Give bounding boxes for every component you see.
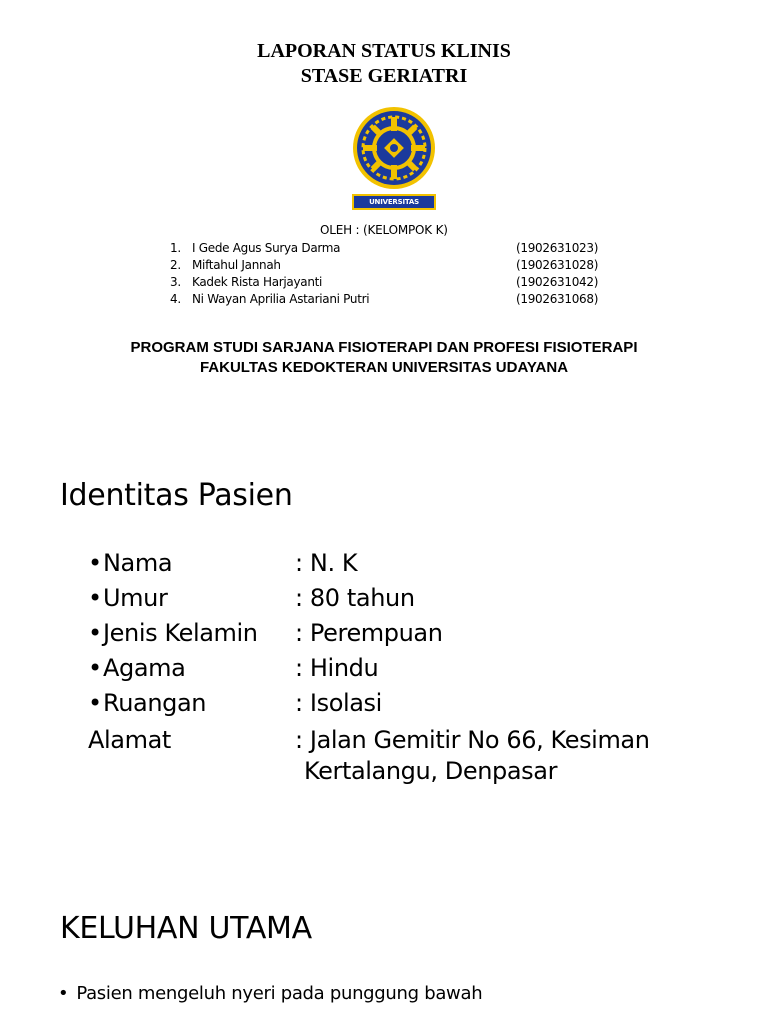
member-number: 4.	[170, 292, 181, 306]
member-nim: (1902631042)	[516, 275, 599, 289]
field-value: : Isolasi	[295, 689, 382, 717]
address-continuation: Kertalangu, Denpasar	[304, 757, 558, 785]
logo-label: UNIVERSITAS UDAYANA	[369, 198, 419, 218]
field-umur	[88, 584, 728, 618]
field-label: Alamat	[88, 726, 171, 754]
keluhan-heading: KELUHAN UTAMA	[60, 911, 312, 946]
identitas-heading: Identitas Pasien	[60, 478, 293, 513]
field-value: : Perempuan	[295, 619, 443, 647]
member-nim: (1902631028)	[516, 258, 599, 272]
field-nama	[88, 549, 728, 583]
member-number: 2.	[170, 258, 181, 272]
bullet: •	[88, 549, 102, 577]
field-jenis-kelamin	[88, 619, 728, 653]
field-label: Jenis Kelamin	[103, 619, 258, 647]
member-name: Kadek Rista Harjayanti	[192, 275, 323, 289]
program-line: PROGRAM STUDI SARJANA FISIOTERAPI DAN PROFESI FISIOTERAPI	[130, 339, 638, 356]
faculty-line: FAKULTAS KEDOKTERAN UNIVERSITAS UDAYANA	[199, 359, 569, 376]
field-label: Agama	[103, 654, 186, 682]
field-value: : Jalan Gemitir No 66, Kesiman	[295, 726, 650, 754]
field-value: : Hindu	[295, 654, 379, 682]
member-row	[170, 258, 600, 275]
bullet: •	[88, 584, 102, 612]
member-name: I Gede Agus Surya Darma	[192, 241, 341, 255]
complaint-item	[58, 983, 482, 1004]
member-row	[170, 292, 600, 309]
bullet: •	[58, 983, 69, 1004]
member-name: Miftahul Jannah	[192, 258, 281, 272]
field-value: : 80 tahun	[295, 584, 415, 612]
oleh-line: OLEH : (KELOMPOK K)	[320, 223, 448, 237]
field-value: : N. K	[295, 549, 358, 577]
field-alamat	[88, 726, 728, 760]
field-label: Nama	[103, 549, 173, 577]
member-row	[170, 275, 600, 292]
university-logo	[352, 105, 436, 218]
field-label: Ruangan	[103, 689, 207, 717]
member-number: 3.	[170, 275, 181, 289]
bullet: •	[88, 654, 102, 682]
member-nim: (1902631068)	[516, 292, 599, 306]
field-label: Umur	[103, 584, 168, 612]
bullet: •	[88, 619, 102, 647]
field-ruangan	[88, 689, 728, 723]
bullet: •	[88, 689, 102, 717]
title-slide	[0, 0, 768, 430]
field-agama	[88, 654, 728, 688]
report-title: LAPORAN STATUS KLINIS	[257, 40, 511, 62]
complaint-text: Pasien mengeluh nyeri pada punggung bawah	[76, 983, 483, 1004]
member-row	[170, 241, 600, 258]
report-subtitle: STASE GERIATRI	[300, 65, 468, 87]
member-number: 1.	[170, 241, 181, 255]
member-name: Ni Wayan Aprilia Astariani Putri	[192, 292, 370, 306]
member-nim: (1902631023)	[516, 241, 599, 255]
